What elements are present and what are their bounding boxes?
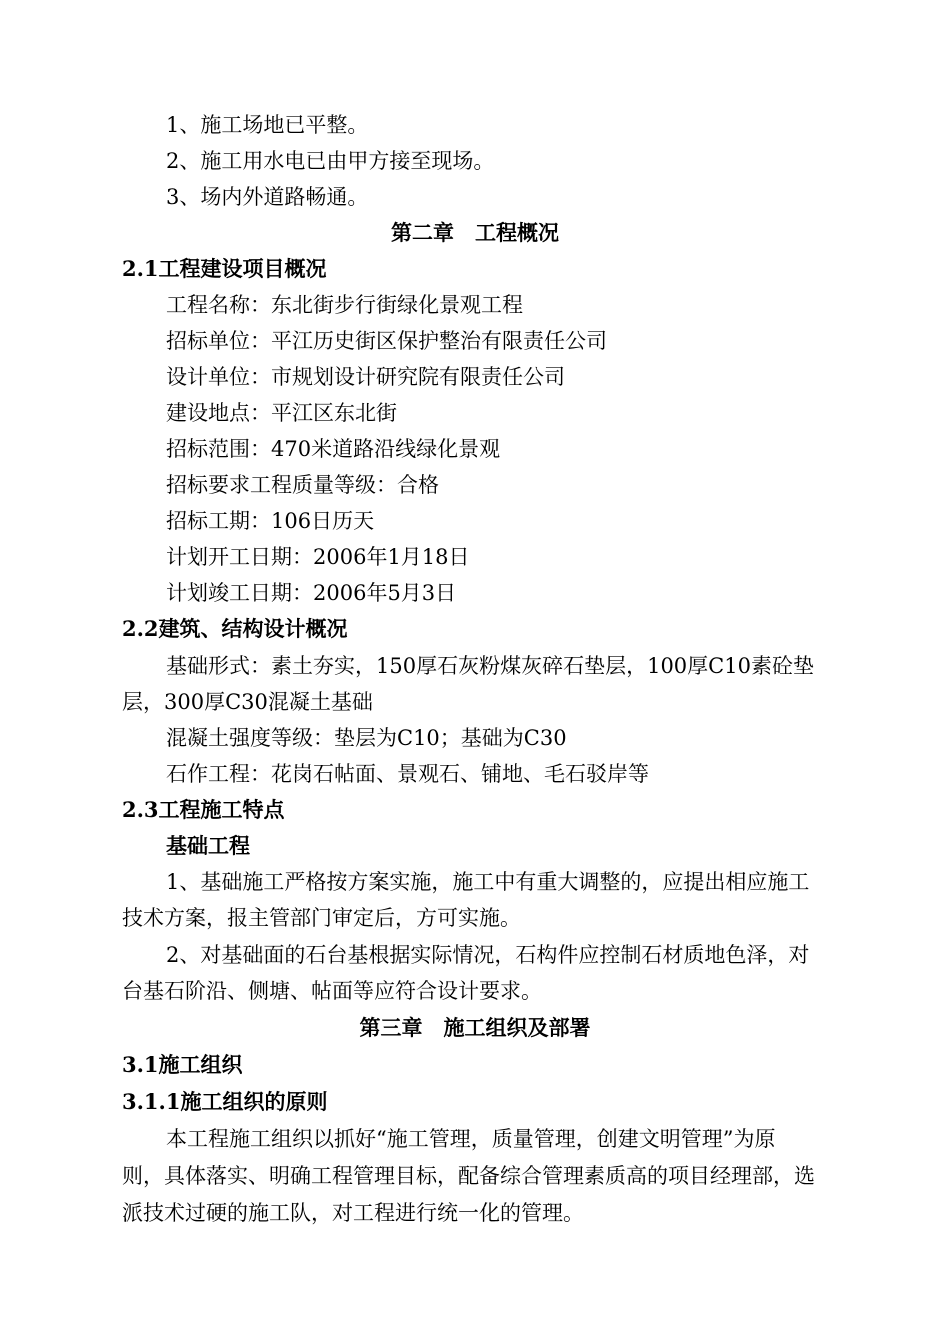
design-unit: 设计单位：市规划设计研究院有限责任公司 <box>166 365 565 389</box>
paragraph-line: 则，具体落实、明确工程管理目标，配备综合管理素质高的项目经理部，选 <box>122 1164 815 1188</box>
stone-works: 石作工程：花岗石帖面、景观石、铺地、毛石驳岸等 <box>166 762 649 786</box>
subsection-heading: 3.1.1施工组织的原则 <box>122 1089 328 1114</box>
chapter-title: 第三章 施工组织及部署 <box>359 1015 591 1040</box>
bidding-scope: 招标范围：470米道路沿线绿化景观 <box>166 437 501 461</box>
project-name: 工程名称：东北街步行街绿化景观工程 <box>166 293 523 317</box>
paragraph-line: 技术方案，报主管部门审定后，方可实施。 <box>122 906 521 930</box>
foundation-form-line: 层，300厚C30混凝土基础 <box>122 690 373 714</box>
construction-period: 招标工期：106日历天 <box>166 509 375 533</box>
paragraph-line: 1、基础施工严格按方案实施，施工中有重大调整的，应提出相应施工 <box>166 870 810 894</box>
start-date: 计划开工日期：2006年1月18日 <box>166 545 470 569</box>
list-item: 3、场内外道路畅通。 <box>166 185 369 209</box>
paragraph-line: 台基石阶沿、侧塘、帖面等应符合设计要求。 <box>122 979 542 1003</box>
paragraph-line: 2、对基础面的石台基根据实际情况，石构件应控制石材质地色泽，对 <box>166 943 810 967</box>
subsection-heading: 基础工程 <box>166 833 250 858</box>
section-heading: 2.1工程建设项目概况 <box>122 256 327 281</box>
foundation-form-line: 基础形式：素土夯实，150厚石灰粉煤灰碎石垫层，100厚C10素砼垫 <box>166 654 814 678</box>
list-item: 2、施工用水电已由甲方接至现场。 <box>166 149 495 173</box>
concrete-grade: 混凝土强度等级：垫层为C10；基础为C30 <box>166 726 567 750</box>
quality-grade: 招标要求工程质量等级：合格 <box>166 473 439 497</box>
section-heading: 2.2建筑、结构设计概况 <box>122 616 348 641</box>
section-heading: 2.3工程施工特点 <box>122 797 285 822</box>
list-item: 1、施工场地已平整。 <box>166 113 369 137</box>
bidding-unit: 招标单位：平江历史街区保护整治有限责任公司 <box>166 329 607 353</box>
completion-date: 计划竣工日期：2006年5月3日 <box>166 581 457 605</box>
paragraph-line: 本工程施工组织以抓好“施工管理，质量管理，创建文明管理”为原 <box>166 1127 776 1151</box>
paragraph-line: 派技术过硬的施工队，对工程进行统一化的管理。 <box>122 1201 584 1225</box>
construction-site: 建设地点：平江区东北街 <box>166 401 397 425</box>
chapter-title: 第二章 工程概况 <box>391 220 559 245</box>
section-heading: 3.1施工组织 <box>122 1052 243 1077</box>
